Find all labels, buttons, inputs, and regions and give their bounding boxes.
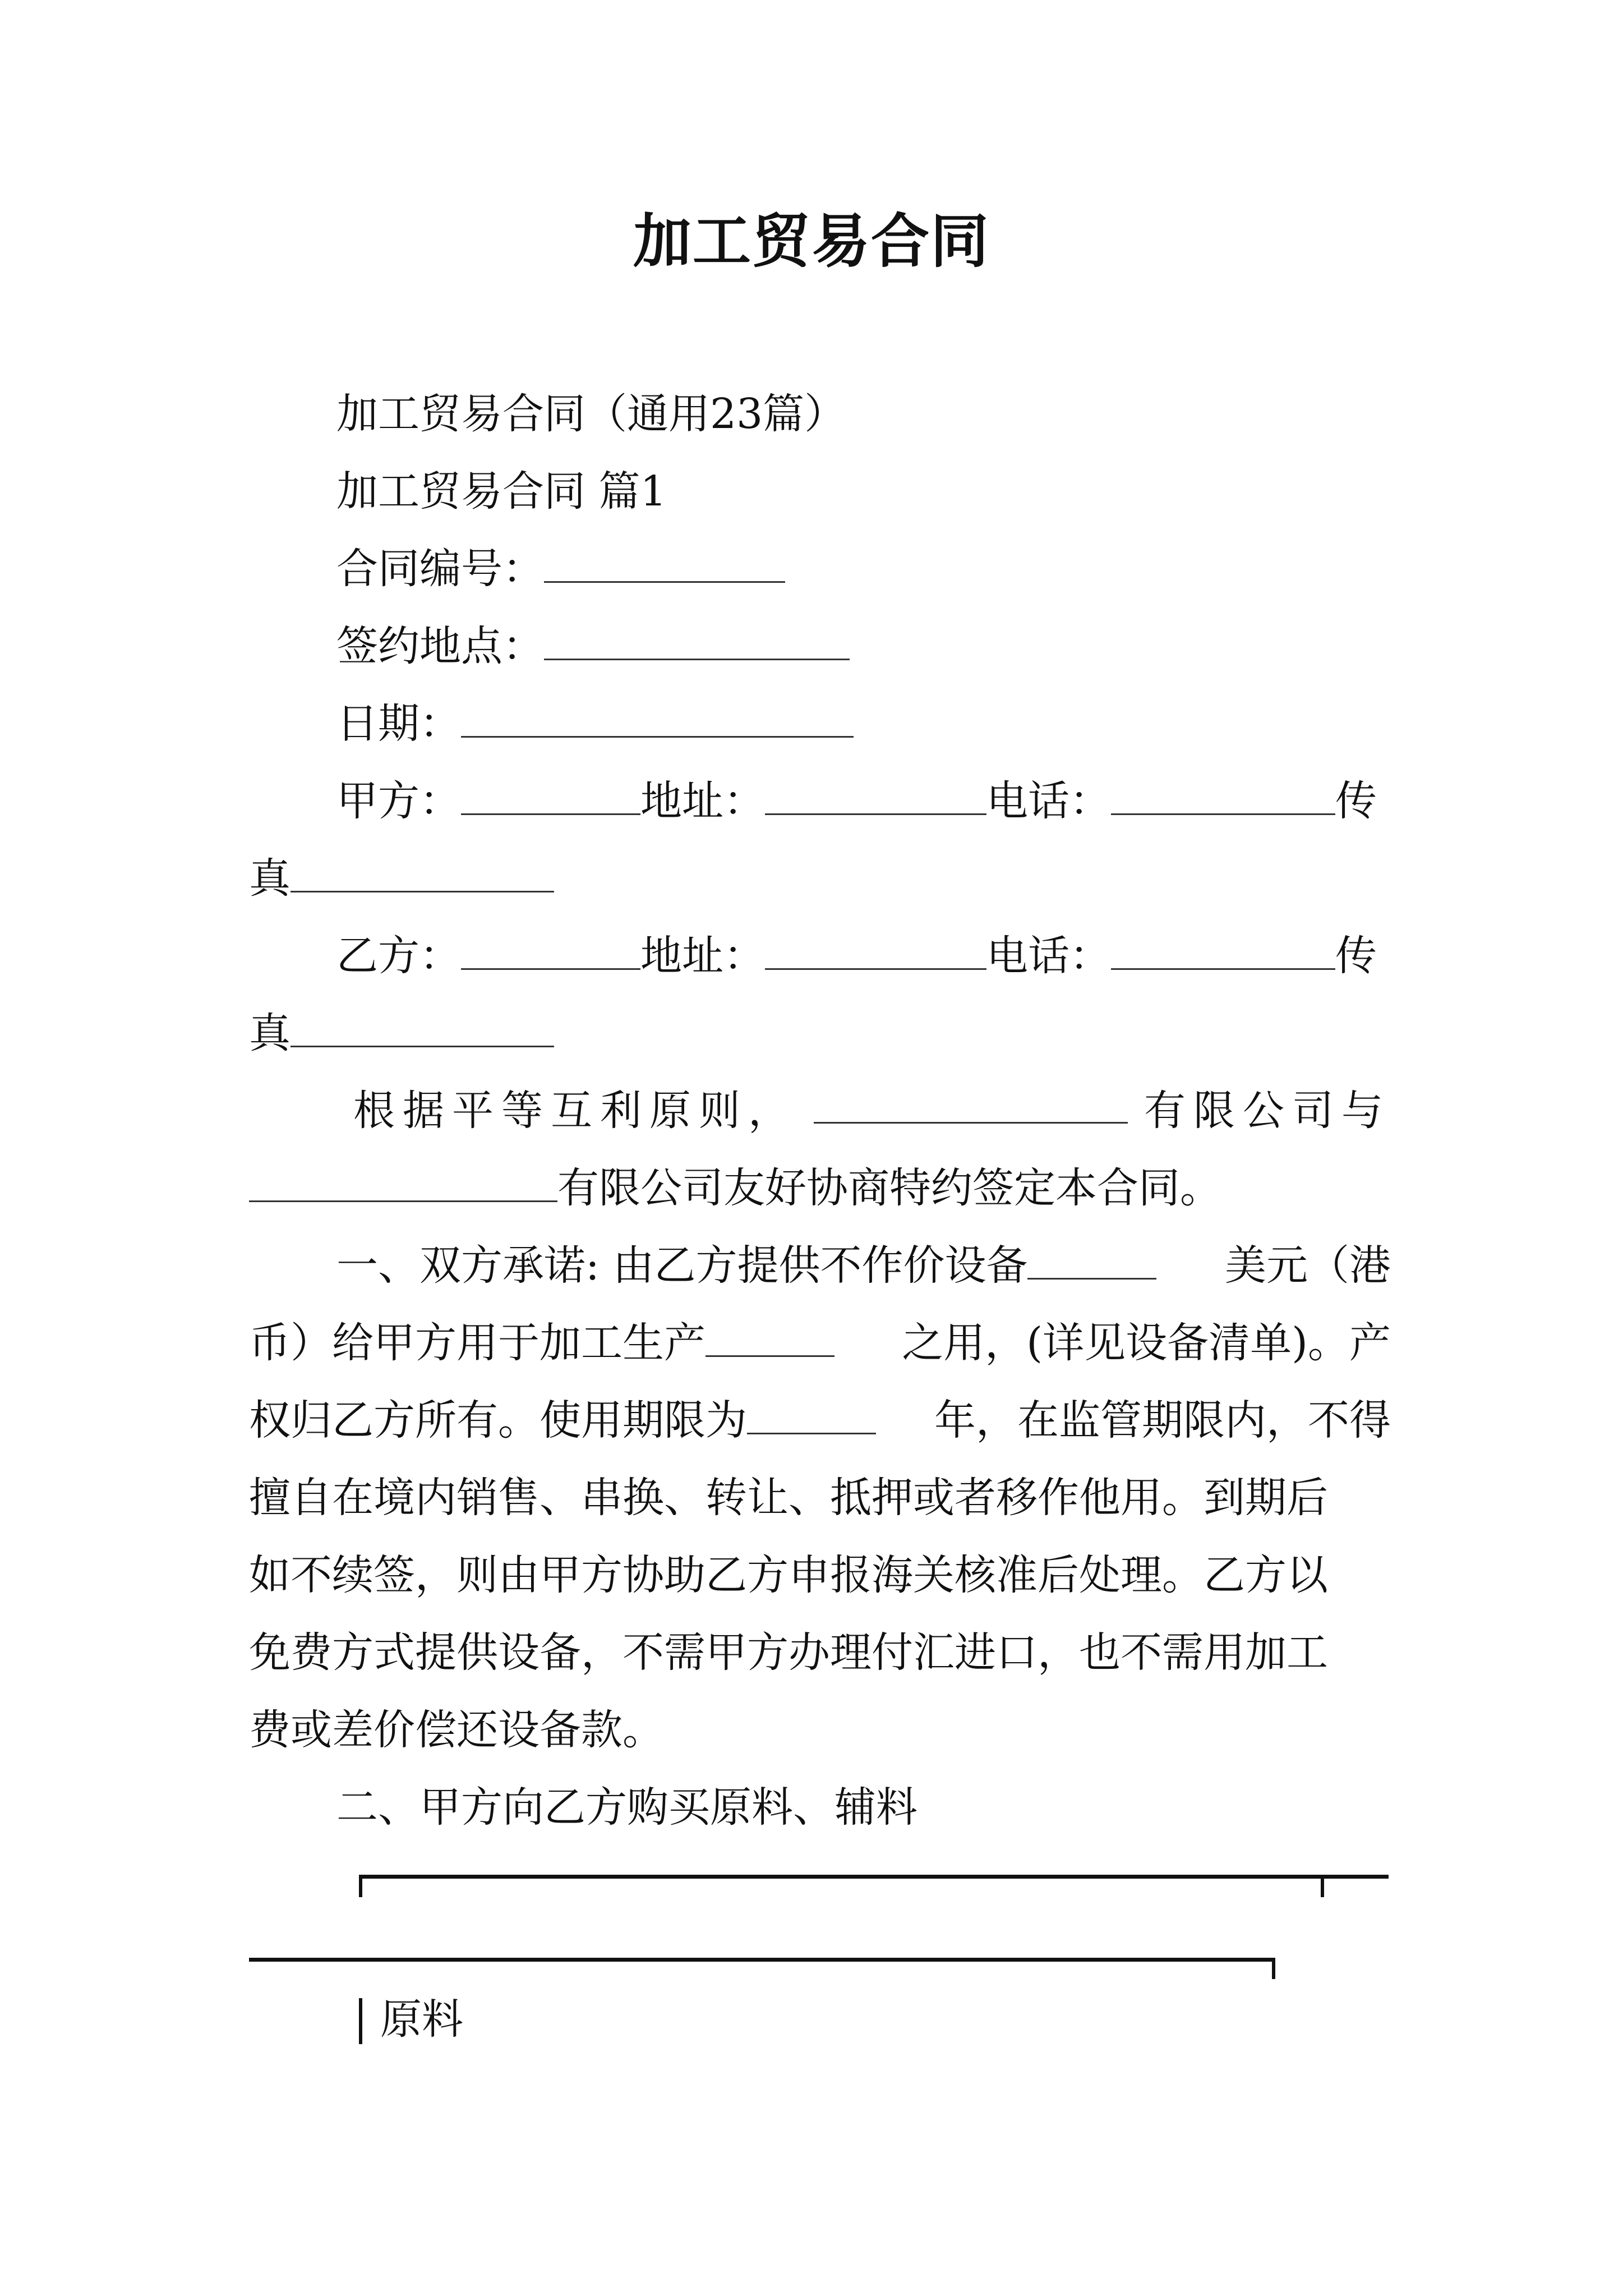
party-a-address-blank[interactable]	[765, 774, 986, 815]
clause1-text-1a: 一、双方承诺: 由乙方提供不作价设备	[336, 1241, 1028, 1290]
clause1-text-3a: 权归乙方所有。使用期限为	[249, 1396, 747, 1444]
clause1-line-2	[249, 1315, 1391, 1371]
party-a-phone-blank[interactable]	[1111, 774, 1335, 815]
intro-text-b: 有限公司与	[1144, 1087, 1391, 1135]
sign-place-field	[336, 618, 850, 674]
party-a-phone-label: 电话：	[986, 777, 1111, 825]
sign-place-blank[interactable]	[544, 619, 850, 660]
party-a-label: 甲方：	[336, 777, 461, 825]
party-b-blank[interactable]	[461, 929, 640, 970]
company-b-blank[interactable]	[249, 1161, 557, 1202]
table-corner-end	[1272, 1958, 1275, 1979]
clause1-text-1b: 美元（港	[1225, 1241, 1391, 1290]
party-b-fax-blank[interactable]	[291, 1006, 554, 1047]
company-a-blank[interactable]	[814, 1083, 1128, 1124]
contract-number-label: 合同编号：	[336, 545, 544, 593]
party-b-fax-label-1: 传	[1335, 932, 1377, 980]
intro-text-c: 有限公司友好协商特约签定本合同。	[557, 1164, 1221, 1212]
table-top-border	[359, 1875, 1389, 1879]
intro-line-1	[353, 1083, 1391, 1139]
table-corner-right	[1321, 1875, 1324, 1897]
party-b-row	[336, 928, 1377, 984]
production-use-blank[interactable]	[706, 1316, 834, 1357]
chapter-heading: 加工贸易合同 篇1	[336, 467, 667, 516]
contract-number-blank[interactable]	[544, 542, 785, 583]
contract-number-field	[336, 541, 785, 597]
party-b-fax-label-2: 真	[249, 1009, 291, 1057]
clause1-text-2a: 币）给甲方用于加工生产	[249, 1319, 706, 1367]
date-blank[interactable]	[461, 697, 854, 738]
clause1-line-1	[336, 1237, 1391, 1294]
party-a-address-label: 地址：	[640, 777, 765, 825]
table-cell-raw-material: 原料	[380, 1995, 463, 2044]
party-b-fax-row	[249, 1005, 554, 1061]
clause1-text-2b: 之用，(详见设备清单)。产	[902, 1319, 1391, 1367]
party-b-phone-label: 电话：	[986, 932, 1111, 980]
party-a-fax-row	[249, 850, 554, 907]
party-a-blank[interactable]	[461, 774, 640, 815]
subtitle: 加工贸易合同（通用23篇）	[336, 390, 846, 438]
party-b-address-label: 地址：	[640, 932, 765, 980]
clause1-line-5: 如不续签，则由甲方协助乙方申报海关核准后处理。乙方以	[249, 1551, 1328, 1599]
party-a-row	[336, 773, 1377, 829]
party-b-phone-blank[interactable]	[1111, 929, 1335, 970]
party-a-fax-blank[interactable]	[291, 852, 554, 892]
clause1-line-3	[249, 1392, 1391, 1448]
party-a-fax-label-2: 真	[249, 854, 291, 903]
equipment-value-blank[interactable]	[1027, 1239, 1156, 1280]
party-b-address-blank[interactable]	[765, 929, 986, 970]
table-corner-left	[359, 1875, 362, 1897]
date-field	[336, 696, 854, 752]
intro-text-a: 根据平等互利原则，	[353, 1087, 797, 1135]
clause1-line-6: 免费方式提供设备，不需甲方办理付汇进口，也不需用加工	[249, 1628, 1328, 1677]
document-title: 加工贸易合同	[633, 206, 990, 275]
clause1-line-4: 擅自在境内销售、串换、转让、抵押或者移作他用。到期后	[249, 1474, 1328, 1522]
table-second-border	[249, 1958, 1274, 1962]
term-years-blank[interactable]	[747, 1393, 876, 1434]
table-cell-divider	[359, 1998, 362, 2044]
party-b-label: 乙方：	[336, 932, 461, 980]
date-label: 日期：	[336, 700, 461, 748]
party-a-fax-label-1: 传	[1335, 777, 1377, 825]
clause2-heading: 二、甲方向乙方购买原料、辅料	[336, 1783, 917, 1832]
clause1-line-7: 费或差价偿还设备款。	[249, 1706, 664, 1754]
sign-place-label: 签约地点：	[336, 622, 544, 670]
intro-line-2	[249, 1160, 1221, 1216]
clause1-text-3b: 年，在监管期限内，不得	[934, 1396, 1391, 1444]
